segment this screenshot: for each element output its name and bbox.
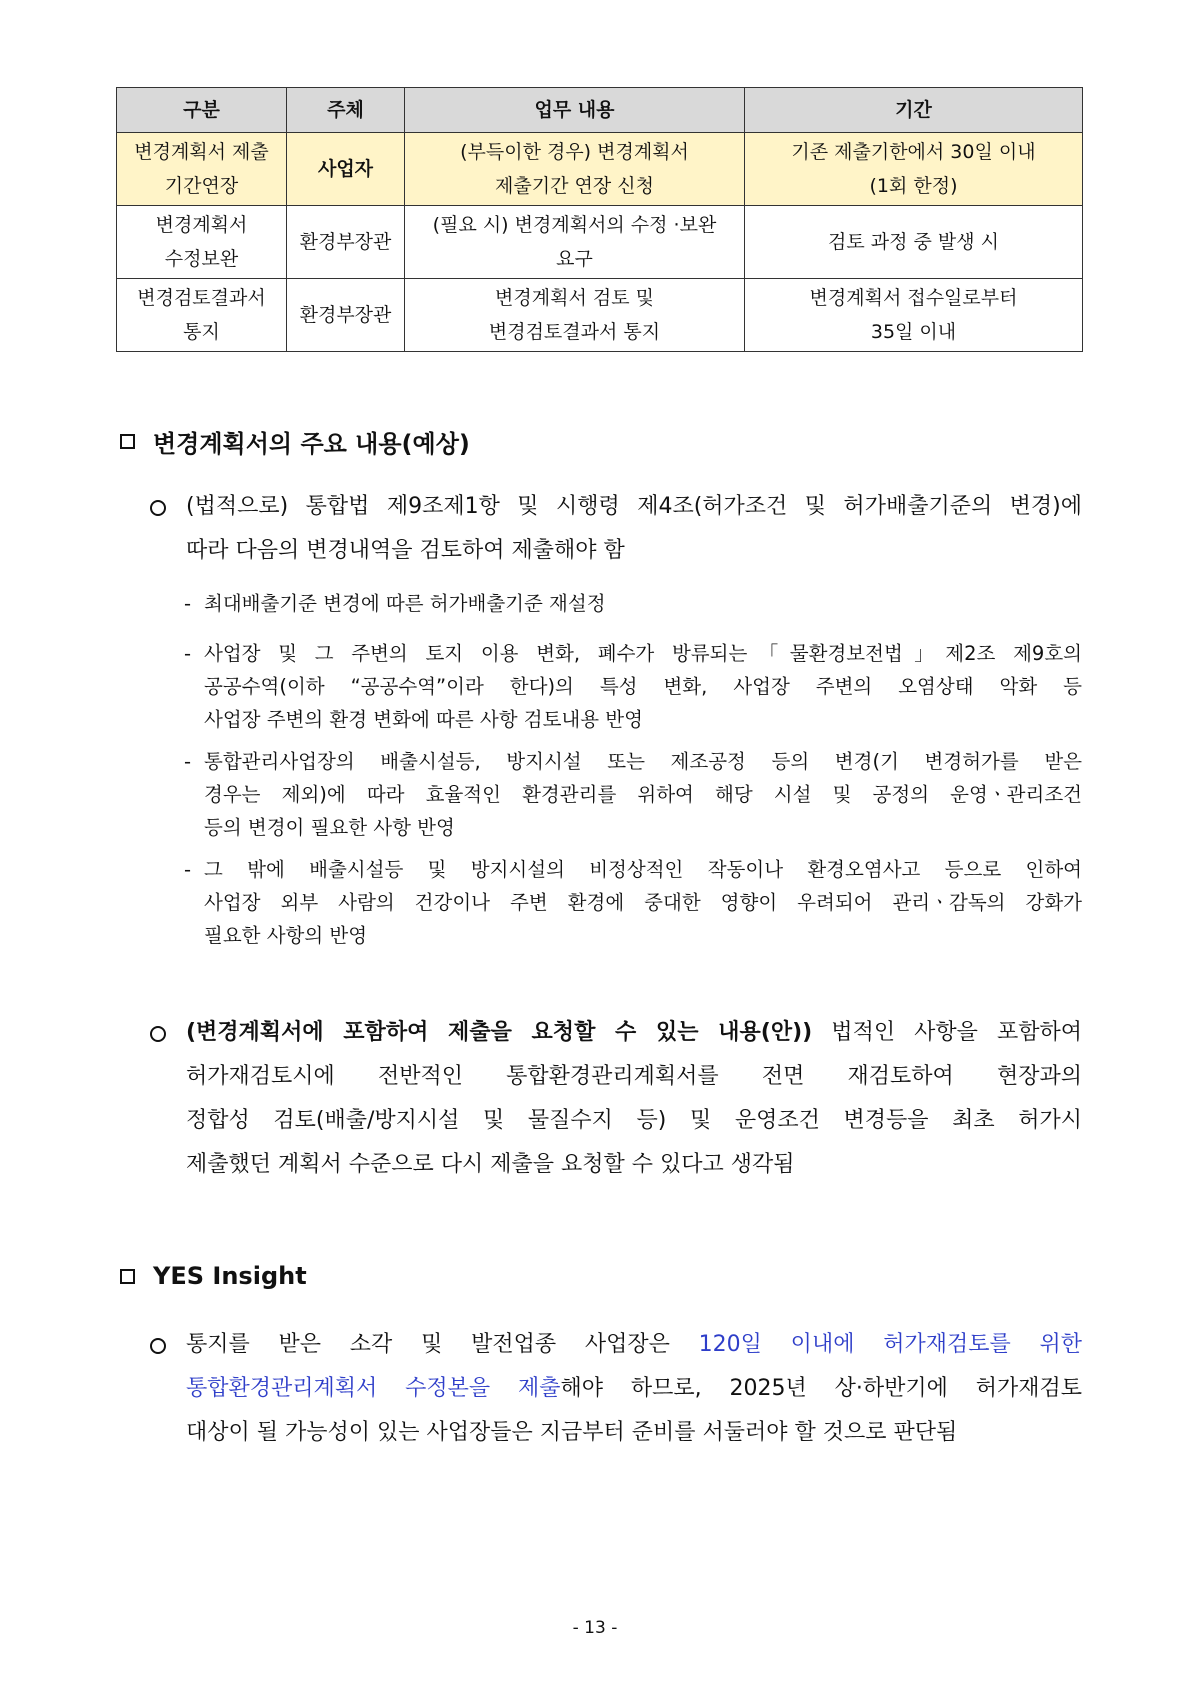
cell-category bbox=[117, 133, 287, 206]
bullet-insight bbox=[150, 1323, 1082, 1455]
table-row bbox=[117, 279, 1083, 352]
cell-task bbox=[405, 206, 745, 279]
section-title: 변경계획서의 주요 내용(예상) bbox=[153, 430, 470, 458]
plain-text: 해야 하므로, 2025년 상·하반기에 허가재검토 bbox=[560, 1376, 1082, 1401]
text-line: 경우는 제외)에 따라 효율적인 환경관리를 위하여 해당 시설 및 공정의 운영ㆍ관리조건 bbox=[204, 783, 1082, 806]
bold-lead: (변경계획서에 포함하여 제출을 요청할 수 있는 내용(안)) bbox=[186, 1020, 813, 1045]
text-line bbox=[186, 1011, 1082, 1055]
cell-line: 수정보완 bbox=[164, 248, 239, 270]
cell-line: 기간연장 bbox=[164, 175, 239, 197]
cell-line: 변경계획서 제출 bbox=[134, 141, 269, 163]
bullet-requested-content bbox=[150, 1011, 1082, 1187]
dash-item bbox=[184, 745, 1082, 844]
circle-bullet-icon bbox=[150, 1338, 166, 1354]
text-line: 그 밖에 배출시설등 및 방지시설의 비정상적인 작동이나 환경오염사고 등으로 인하여 bbox=[204, 858, 1082, 881]
text-line: 필요한 사항의 반영 bbox=[204, 924, 368, 947]
text-line: 공공수역(이하 “공공수역”이라 한다)의 특성 변화, 사업장 주변의 오염상태 악화 등 bbox=[204, 675, 1082, 698]
section-title: YES Insight bbox=[153, 1262, 307, 1290]
dash-marker: - bbox=[184, 642, 192, 665]
text-line: 사업장 및 그 주변의 토지 이용 변화, 폐수가 방류되는「물환경보전법」제2조 제9호의 bbox=[204, 642, 1082, 665]
checkbox-square-icon bbox=[120, 434, 135, 449]
dash-item bbox=[184, 637, 1082, 736]
section-heading-insight bbox=[120, 1262, 307, 1290]
cell-task bbox=[405, 133, 745, 206]
cell-period bbox=[745, 133, 1083, 206]
table-header-row bbox=[117, 88, 1083, 133]
cell-line: 통지 bbox=[183, 321, 220, 343]
text-line: (법적으로) 통합법 제9조제1항 및 시행령 제4조(허가조건 및 허가배출기준의 변경)에 bbox=[186, 494, 1082, 519]
highlight-text: 120일 이내에 허가재검토를 위한 bbox=[698, 1332, 1083, 1357]
text-line: 대상이 될 가능성이 있는 사업장들은 지금부터 준비를 서둘러야 할 것으로 판단됨 bbox=[186, 1420, 958, 1445]
cell-line: 변경계획서 bbox=[155, 214, 248, 236]
procedure-table bbox=[116, 87, 1083, 352]
dash-marker: - bbox=[184, 750, 192, 773]
dash-item bbox=[184, 587, 1082, 620]
cell-line: (부득이한 경우) 변경계획서 bbox=[460, 141, 689, 163]
text-line: 사업장 주변의 환경 변화에 따른 사항 검토내용 반영 bbox=[204, 708, 643, 731]
highlight-text: 통합환경관리계획서 수정본을 제출 bbox=[186, 1376, 561, 1401]
lead-rest: 법적인 사항을 포함하여 bbox=[812, 1020, 1082, 1045]
cell-line: 35일 이내 bbox=[870, 321, 957, 343]
cell-line: 변경계획서 검토 및 bbox=[495, 287, 654, 309]
cell-line: 요구 bbox=[556, 248, 593, 270]
checkbox-square-icon bbox=[120, 1269, 135, 1284]
text-line: 허가재검토시에 전반적인 통합환경관리계획서를 전면 재검토하여 현장과의 bbox=[186, 1064, 1082, 1089]
circle-bullet-icon bbox=[150, 1026, 166, 1042]
cell-line: (필요 시) 변경계획서의 수정 ·보완 bbox=[432, 214, 717, 236]
section-heading-main-content bbox=[120, 424, 470, 459]
cell-category bbox=[117, 279, 287, 352]
plain-text: 통지를 받은 소각 및 발전업종 사업장은 bbox=[186, 1332, 699, 1357]
cell-line: 제출기간 연장 신청 bbox=[495, 175, 654, 197]
dash-marker: - bbox=[184, 592, 192, 615]
bullet-legal-basis bbox=[150, 485, 1082, 573]
cell-category bbox=[117, 206, 287, 279]
cell-period bbox=[745, 279, 1083, 352]
cell-actor: 환경부장관 bbox=[287, 206, 405, 279]
text-line: 따라 다음의 변경내역을 검토하여 제출해야 함 bbox=[186, 538, 625, 563]
text-line: 제출했던 계획서 수준으로 다시 제출을 요청할 수 있다고 생각됨 bbox=[186, 1152, 795, 1177]
text-line: 등의 변경이 필요한 사항 반영 bbox=[204, 816, 455, 839]
header-period: 기간 bbox=[745, 88, 1083, 133]
cell-task bbox=[405, 279, 745, 352]
text-line: 최대배출기준 변경에 따른 허가배출기준 재설정 bbox=[204, 592, 606, 615]
cell-actor: 사업자 bbox=[287, 133, 405, 206]
cell-actor: 환경부장관 bbox=[287, 279, 405, 352]
cell-line: 변경검토결과서 통지 bbox=[488, 321, 661, 343]
dash-item bbox=[184, 853, 1082, 952]
circle-bullet-icon bbox=[150, 500, 166, 516]
cell-line: 변경계획서 접수일로부터 bbox=[809, 287, 1018, 309]
cell-line: 변경검토결과서 bbox=[137, 287, 266, 309]
text-line: 정합성 검토(배출/방지시설 및 물질수지 등) 및 운영조건 변경등을 최초 허가시 bbox=[186, 1108, 1082, 1133]
text-line bbox=[186, 1367, 1082, 1411]
cell-line: 기존 제출기한에서 30일 이내 bbox=[791, 141, 1036, 163]
table-row bbox=[117, 133, 1083, 206]
text-line: 사업장 외부 사람의 건강이나 주변 환경에 중대한 영향이 우려되어 관리ㆍ감독의 강화가 bbox=[204, 891, 1082, 914]
dash-marker: - bbox=[184, 858, 192, 881]
header-category: 구분 bbox=[117, 88, 287, 133]
page-number: - 13 - bbox=[572, 1618, 618, 1638]
table-row bbox=[117, 206, 1083, 279]
header-actor: 주체 bbox=[287, 88, 405, 133]
cell-line: (1회 한정) bbox=[869, 175, 958, 197]
text-line bbox=[186, 1323, 1082, 1367]
header-task: 업무 내용 bbox=[405, 88, 745, 133]
cell-period: 검토 과정 중 발생 시 bbox=[745, 206, 1083, 279]
text-line: 통합관리사업장의 배출시설등, 방지시설 또는 제조공정 등의 변경(기 변경허가를 받은 bbox=[204, 750, 1082, 773]
